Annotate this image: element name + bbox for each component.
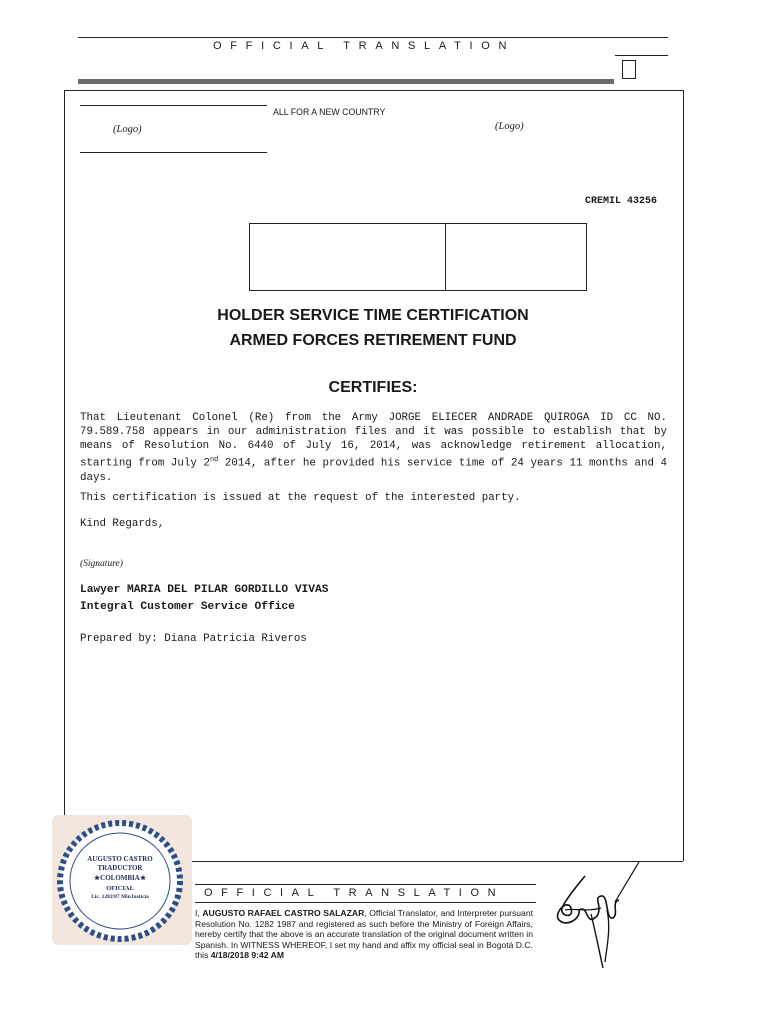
seal-line-3: ★COLOMBIA★ xyxy=(93,874,147,882)
footer-rule-top xyxy=(195,884,536,885)
seal-line-2: TRADUCTOR xyxy=(97,864,143,872)
translator-certification xyxy=(195,908,533,961)
footer-label: OFFICIAL TRANSLATION xyxy=(204,887,505,899)
logo-right: (Logo) xyxy=(495,121,524,132)
signer-name: Lawyer MARIA DEL PILAR GORDILLO VIVAS xyxy=(80,584,329,596)
seal-line-5: Lic. 1282/87 MinJusticia xyxy=(91,894,149,900)
logo-left: (Logo) xyxy=(113,124,142,135)
certifies-heading: CERTIFIES: xyxy=(328,379,418,396)
top-rule xyxy=(78,37,668,38)
empty-box-divider xyxy=(445,224,446,290)
cert-date: 4/18/2018 9:42 AM xyxy=(210,950,285,960)
cert-body: , Official Translator, and Interpreter pursuant Resolution No. 1282 1987 and registered as such before the Ministry of Foreign Affairs, hereby certify that the above is an accurate translation of the original document written in Spanish. In WITNESS WHEREOF, I set my hand and affix my official seal in Bogotá D.C. this xyxy=(195,908,533,960)
cert-prefix: I, xyxy=(195,908,203,918)
paragraph-part-b: 2014, after he provided his service time of 24 years 11 months and 4 days. xyxy=(80,457,667,484)
paragraph-part-a: That Lieutenant Colonel (Re) from the Army JORGE ELIECER ANDRADE QUIROGA ID CC NO. 79.589.758 appears in our administration files and it was possible to establish that by means of Resolution No. 6440 of July 16, 2014, was acknowledge retirement allocation, starting from July 2 xyxy=(80,412,667,470)
seal-line-4: OFICIAL xyxy=(106,885,134,892)
prepared-by: Prepared by: Diana Patricia Riveros xyxy=(80,633,307,645)
title-line-2: ARMED FORCES RETIREMENT FUND xyxy=(229,332,517,349)
seal-country: COLOMBIA xyxy=(100,874,140,882)
empty-box xyxy=(249,223,587,291)
motto: ALL FOR A NEW COUNTRY xyxy=(273,107,386,117)
right-short-rule xyxy=(615,55,668,56)
regards: Kind Regards, xyxy=(80,518,165,530)
title-line-1: HOLDER SERVICE TIME CERTIFICATION xyxy=(217,307,529,324)
reference-number: CREMIL 43256 xyxy=(585,196,658,207)
signature-placeholder: (Signature) xyxy=(80,559,123,569)
footer-rule-bottom xyxy=(195,902,536,903)
letterhead-rule-top xyxy=(80,105,267,106)
paragraph-superscript: nd xyxy=(209,456,219,464)
signer-office: Integral Customer Service Office xyxy=(80,601,295,613)
thick-rule xyxy=(78,79,614,84)
certification-paragraph xyxy=(80,411,667,485)
seal-line-1: AUGUSTO CASTRO xyxy=(87,855,153,863)
letterhead-rule-bottom xyxy=(80,152,267,153)
checkbox-square xyxy=(622,60,636,79)
seal-text xyxy=(70,855,170,901)
issuance-paragraph: This certification is issued at the request of the interested party. xyxy=(80,492,521,504)
header-label: OFFICIAL TRANSLATION xyxy=(213,40,516,52)
handwritten-signature-icon xyxy=(545,858,645,978)
translator-name: AUGUSTO RAFAEL CASTRO SALAZAR xyxy=(202,908,365,918)
